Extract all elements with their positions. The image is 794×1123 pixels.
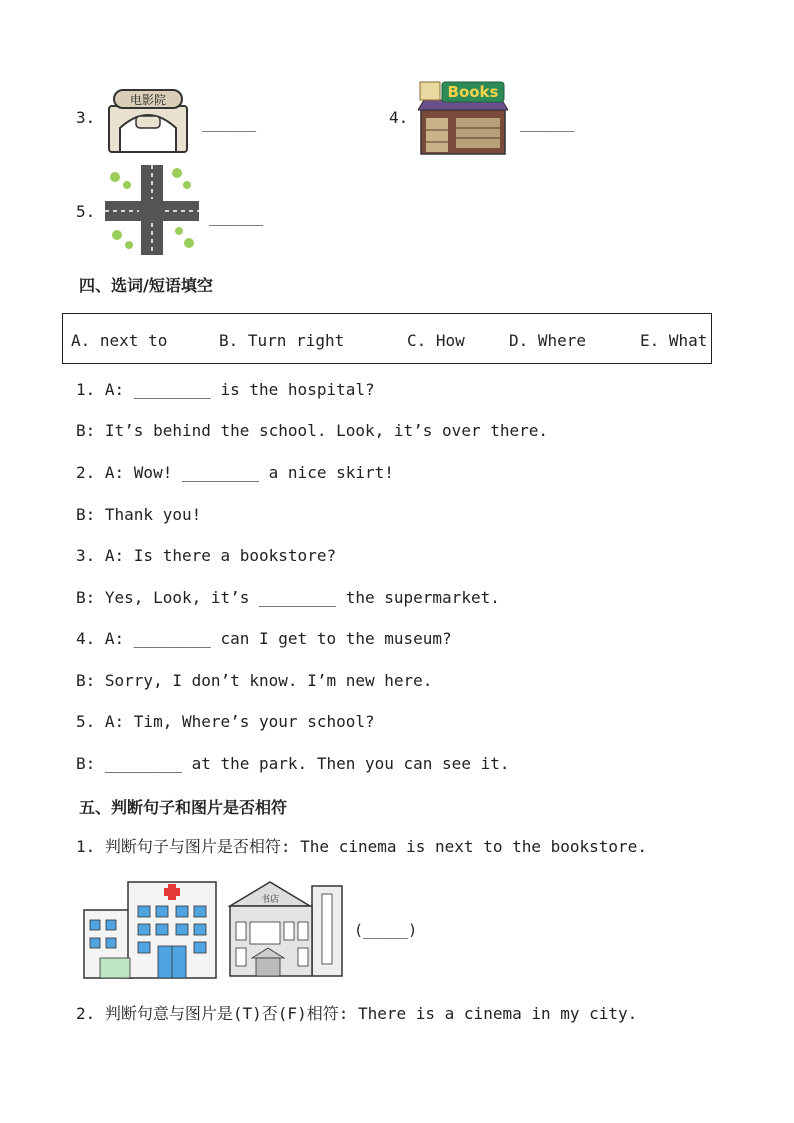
bookstore-picture (418, 80, 508, 156)
item-3-number: 3. (76, 108, 96, 127)
item-5-answer-blank[interactable]: ______ (209, 208, 264, 226)
option-e: E. What (640, 331, 708, 350)
item-4-answer-blank[interactable]: ______ (520, 114, 575, 132)
judge-answer-blank[interactable]: (_____) (354, 921, 418, 939)
q4-line-a: 4. A: ________ can I get to the museum? (76, 629, 452, 648)
q2-line-a: 2. A: Wow! ________ a nice skirt! (76, 463, 394, 482)
option-b: B. Turn right (219, 331, 345, 350)
option-a: A. next to (71, 331, 168, 350)
option-c: C. How (407, 331, 465, 350)
q2-line-b: B: Thank you! (76, 505, 202, 524)
q3-line-b: B: Yes, Look, it’s ________ the supermarket. (76, 588, 500, 607)
section-5-title: 五、判断句子和图片是否相符 (79, 798, 288, 817)
item-4-number: 4. (389, 108, 409, 127)
q5-line-b: B: ________ at the park. Then you can see it. (76, 754, 510, 773)
item-5-number: 5. (76, 202, 96, 221)
bookstore-sign-text: Books (447, 83, 499, 101)
bookstore-sign-label: 书店 (260, 895, 280, 905)
word-options-box (62, 313, 712, 364)
section-4-title: 四、选词/短语填空 (79, 276, 213, 295)
item-3-answer-blank[interactable]: ______ (202, 114, 257, 132)
crossroad-picture (105, 165, 199, 255)
bookstore-building-picture (226, 878, 344, 978)
q3-line-a: 3. A: Is there a bookstore? (76, 546, 337, 565)
q5-line-a: 5. A: Tim, Where’s your school? (76, 712, 375, 731)
judge-question-2: 2. 判断句意与图片是(T)否(F)相符: There is a cinema in my city. (76, 1004, 638, 1023)
hospital-building-picture (82, 880, 218, 980)
cinema-picture (106, 88, 190, 154)
cinema-sign-text: 电影院 (129, 93, 167, 107)
option-d: D. Where (509, 331, 587, 350)
q1-line-b: B: It’s behind the school. Look, it’s over there. (76, 421, 549, 440)
judge-question-1: 1. 判断句子与图片是否相符: The cinema is next to the bookstore. (76, 837, 647, 856)
q1-line-a: 1. A: ________ is the hospital? (76, 380, 375, 399)
q4-line-b: B: Sorry, I don’t know. I’m new here. (76, 671, 433, 690)
